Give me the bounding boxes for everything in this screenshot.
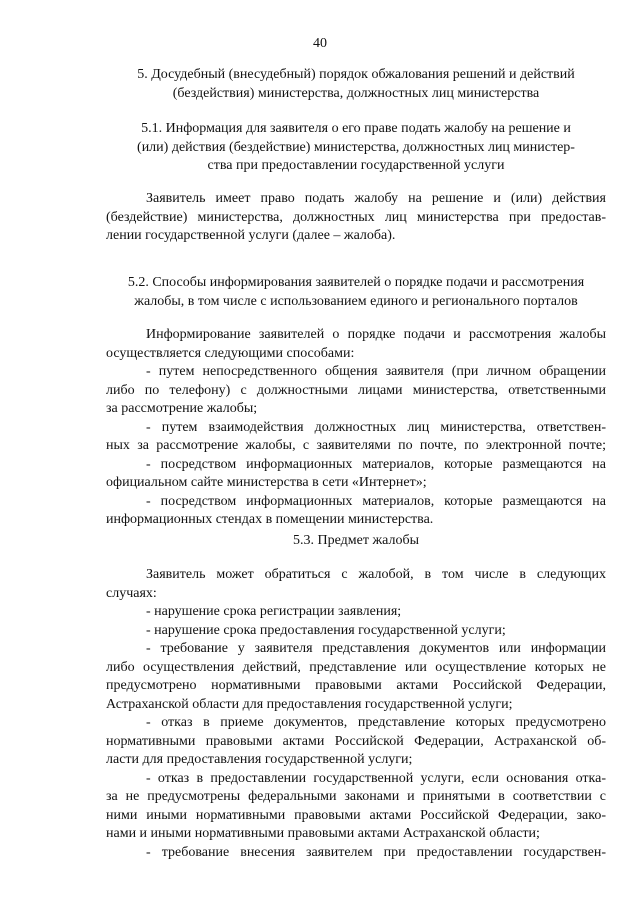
list-item-line: - требование внесения заявителем при предоставлении государствен-	[146, 844, 606, 860]
section-5-3-title	[106, 532, 606, 551]
section-5-title	[106, 66, 606, 103]
list-item-line: информационных стендах в помещении министерства.	[106, 512, 434, 527]
list-item-line: официальном сайте министерства в сети «Интернет»;	[106, 475, 427, 490]
section-5-2-body	[106, 326, 606, 530]
list-item-line: ласти для предоставления государственной услуги;	[106, 752, 413, 767]
paragraph-line: Заявитель может обратиться с жалобой, в том числе в следующих	[146, 567, 606, 582]
section-5-1-title-line: (или) действия (бездействие) министерства, должностных лиц министер-	[137, 139, 575, 155]
list-item-line: - путем непосредственного общения заявителя (при личном обращении	[146, 364, 606, 379]
paragraph-line: Заявитель имеет право подать жалобу на решение и (или) действия	[146, 191, 606, 206]
section-5-3-body	[106, 566, 606, 862]
section-5-1-body	[106, 190, 606, 246]
list-item-line: предусмотрено нормативными правовыми актами Российской Федерации,	[106, 678, 606, 693]
list-item-line: за рассмотрение жалобы;	[106, 401, 258, 416]
section-5-2-title	[106, 274, 606, 311]
list-item-line: за не предусмотрены федеральными законами и принятыми в соответствии с	[106, 789, 606, 804]
section-5-3-title-line: 5.3. Предмет жалобы	[293, 533, 419, 548]
list-item-line: - нарушение срока регистрации заявления;	[146, 604, 402, 619]
list-item-line: нами и иными нормативными правовыми актами Астраханской области;	[106, 826, 540, 841]
list-item-line: - отказ в приеме документов, представление которых предусмотрено	[146, 715, 606, 730]
list-item-line: - отказ в предоставлении государственной услуги, если основания отка-	[146, 770, 606, 786]
section-5-2-title-line: 5.2. Способы информирования заявителей о порядке подачи и рассмотрения	[127, 275, 585, 290]
list-item-line: - посредством информационных материалов, которые размещаются на	[146, 493, 606, 509]
paragraph-line: Информирование заявителей о порядке подачи и рассмотрения жалобы	[146, 327, 606, 342]
list-item-line: - требование у заявителя представления документов или информации	[146, 641, 606, 656]
list-item-line: нормативными правовыми актами Российской Федерации, Астраханской об-	[106, 733, 606, 749]
paragraph-line: осуществляется следующими способами:	[106, 345, 355, 361]
paragraph-line: (бездействие) министерства, должностных лиц министерства при предостав-	[106, 209, 606, 225]
list-item-line: Астраханской области для предоставления государственной услуги;	[106, 696, 513, 712]
section-5-1-title-line: ства при предоставлении государственной услуги	[207, 158, 505, 173]
list-item-line: - нарушение срока предоставления государственной услуги;	[146, 622, 506, 638]
paragraph-line: лении государственной услуги (далее – жалоба).	[106, 228, 396, 243]
section-5-2-title-line: жалобы, в том числе с использованием единого и регионального порталов	[134, 293, 578, 309]
paragraph-line: случаях:	[106, 585, 157, 601]
list-item-line: либо осуществления действий, представление или осуществление которых не	[106, 659, 606, 675]
section-5-title-line: (бездействия) министерства, должностных лиц министерства	[172, 85, 540, 101]
list-item-line: ных за рассмотрение жалобы, с заявителями по почте, по электронной почте;	[106, 438, 606, 453]
list-item-line: - путем взаимодействия должностных лиц министерства, ответствен-	[146, 419, 606, 435]
section-5-title-line: 5. Досудебный (внесудебный) порядок обжалования решений и действий	[137, 67, 575, 82]
list-item-line: ними иными нормативными правовыми актами Российской Федерации, зако-	[106, 807, 606, 823]
section-5-1-title	[106, 120, 606, 176]
list-item-line: - посредством информационных материалов, которые размещаются на	[146, 456, 606, 472]
section-5-1-title-line: 5.1. Информация для заявителя о его праве подать жалобу на решение и	[141, 121, 571, 136]
list-item-line: либо по телефону) с должностными лицами министерства, ответственными	[106, 382, 606, 398]
page-number: 40	[313, 36, 327, 51]
